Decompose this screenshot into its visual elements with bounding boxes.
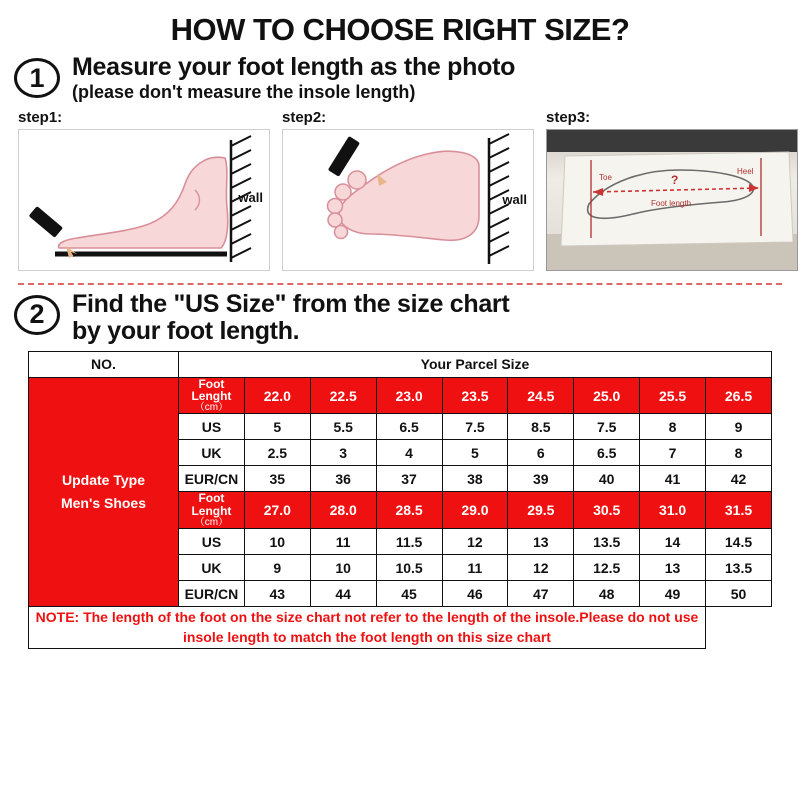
update-type-cell [29,377,179,606]
figure-step1-label: step1: [18,108,63,126]
us-upper-7: 9 [706,414,772,440]
size-chart-table [28,351,772,649]
figure-step3-label: step3: [546,108,591,126]
foot-length-unit-lower: （cm） [194,516,229,528]
foot-length-label-upper [179,377,245,414]
foot-length-text-upper: Foot Lenght [191,376,232,404]
figure-step2-wall-label: wall [502,191,527,207]
size-chart-wrapper [0,345,800,649]
uk-lower-7: 13.5 [706,555,772,581]
us-lower-4: 13 [508,529,574,555]
foot-upper-7: 26.5 [706,377,772,414]
eur-lower-5: 48 [574,581,640,607]
figure-step2-box [282,129,534,271]
eur-upper-0: 35 [244,466,310,492]
foot-upper-1: 22.5 [310,377,376,414]
foot-length-row-upper [29,377,772,414]
step-1-number: 1 [14,58,60,98]
figures-row [0,103,800,271]
uk-upper-2: 4 [376,440,442,466]
eur-upper-6: 41 [640,466,706,492]
eur-lower-1: 44 [310,581,376,607]
foot-upper-4: 24.5 [508,377,574,414]
uk-upper-3: 5 [442,440,508,466]
foot-upper-0: 22.0 [244,377,310,414]
uk-lower-0: 9 [244,555,310,581]
figure-step1 [18,109,270,271]
svg-text:Heel: Heel [737,166,754,176]
uk-lower-1: 10 [310,555,376,581]
uk-lower-6: 13 [640,555,706,581]
eur-upper-5: 40 [574,466,640,492]
uk-upper-7: 8 [706,440,772,466]
foot-lower-7: 31.5 [706,492,772,529]
us-lower-1: 11 [310,529,376,555]
foot-lower-3: 29.0 [442,492,508,529]
row-label-us-upper: US [179,414,245,440]
uk-lower-4: 12 [508,555,574,581]
us-upper-4: 8.5 [508,414,574,440]
foot-lower-0: 27.0 [244,492,310,529]
foot-length-label-lower [179,492,245,529]
figure-step3 [546,109,798,271]
foot-lower-4: 29.5 [508,492,574,529]
row-label-uk-upper: UK [179,440,245,466]
uk-upper-1: 3 [310,440,376,466]
us-upper-5: 7.5 [574,414,640,440]
step-1-heading: Measure your foot length as the photo [72,53,516,81]
table-header-row [29,351,772,377]
eur-lower-4: 47 [508,581,574,607]
uk-upper-5: 6.5 [574,440,640,466]
figure-step1-wall-label: wall [238,189,263,205]
eur-upper-3: 38 [442,466,508,492]
us-lower-3: 12 [442,529,508,555]
eur-lower-7: 50 [706,581,772,607]
svg-text:Foot length: Foot length [651,198,692,208]
foot-upper-6: 25.5 [640,377,706,414]
uk-upper-6: 7 [640,440,706,466]
figure-step1-box [18,129,270,271]
page-title: HOW TO CHOOSE RIGHT SIZE? [170,12,630,47]
figure-step2 [282,109,534,271]
foot-side-view-illustration [19,130,269,270]
uk-lower-3: 11 [442,555,508,581]
measure-photo-illustration [547,130,797,270]
step-2-row [0,285,800,345]
foot-length-text-lower: Foot Lenght [191,491,232,518]
us-upper-0: 5 [244,414,310,440]
update-type-line1: Update Type [62,472,145,489]
foot-upper-3: 23.5 [442,377,508,414]
step-1-subheading: (please don't measure the insole length) [72,82,416,102]
foot-lower-5: 30.5 [574,492,640,529]
eur-upper-7: 42 [706,466,772,492]
us-upper-2: 6.5 [376,414,442,440]
uk-lower-5: 12.5 [574,555,640,581]
row-label-eur-upper: EUR/CN [179,466,245,492]
step-2-heading-line1: Find the "US Size" from the size chart [72,289,510,318]
us-lower-5: 13.5 [574,529,640,555]
us-lower-2: 11.5 [376,529,442,555]
foot-upper-2: 23.0 [376,377,442,414]
foot-lower-6: 31.0 [640,492,706,529]
table-parcel-header: Your Parcel Size [179,351,772,377]
row-label-us-lower: US [179,529,245,555]
step-2-heading-line2: by your foot length. [72,316,300,345]
svg-text:?: ? [671,172,679,187]
figure-step2-label: step2: [282,108,327,126]
uk-upper-0: 2.5 [244,440,310,466]
figure-step3-box [546,129,798,271]
us-upper-6: 8 [640,414,706,440]
eur-upper-4: 39 [508,466,574,492]
us-lower-7: 14.5 [706,529,772,555]
eur-lower-2: 45 [376,581,442,607]
uk-lower-2: 10.5 [376,555,442,581]
eur-upper-2: 37 [376,466,442,492]
foot-length-unit-upper: （cm） [194,401,229,413]
foot-lower-2: 28.5 [376,492,442,529]
step-2-number: 2 [14,295,60,335]
table-note: NOTE: The length of the foot on the size chart not refer to the length of the insole.Please do not use insole length to match the foot length on this size chart [29,607,706,649]
svg-text:Toe: Toe [599,172,612,182]
row-label-uk-lower: UK [179,555,245,581]
us-lower-6: 14 [640,529,706,555]
eur-lower-3: 46 [442,581,508,607]
us-upper-1: 5.5 [310,414,376,440]
eur-upper-1: 36 [310,466,376,492]
eur-lower-6: 49 [640,581,706,607]
uk-upper-4: 6 [508,440,574,466]
step-1-text [72,54,786,103]
table-note-row [29,607,772,649]
foot-upper-5: 25.0 [574,377,640,414]
step-2-text [72,291,786,345]
step-1-row [0,48,800,103]
row-label-eur-lower: EUR/CN [179,581,245,607]
foot-lower-1: 28.0 [310,492,376,529]
foot-sole-view-illustration [283,130,533,270]
table-no-header: NO. [29,351,179,377]
update-type-line2: Men's Shoes [60,494,147,511]
us-upper-3: 7.5 [442,414,508,440]
eur-lower-0: 43 [244,581,310,607]
us-lower-0: 10 [244,529,310,555]
